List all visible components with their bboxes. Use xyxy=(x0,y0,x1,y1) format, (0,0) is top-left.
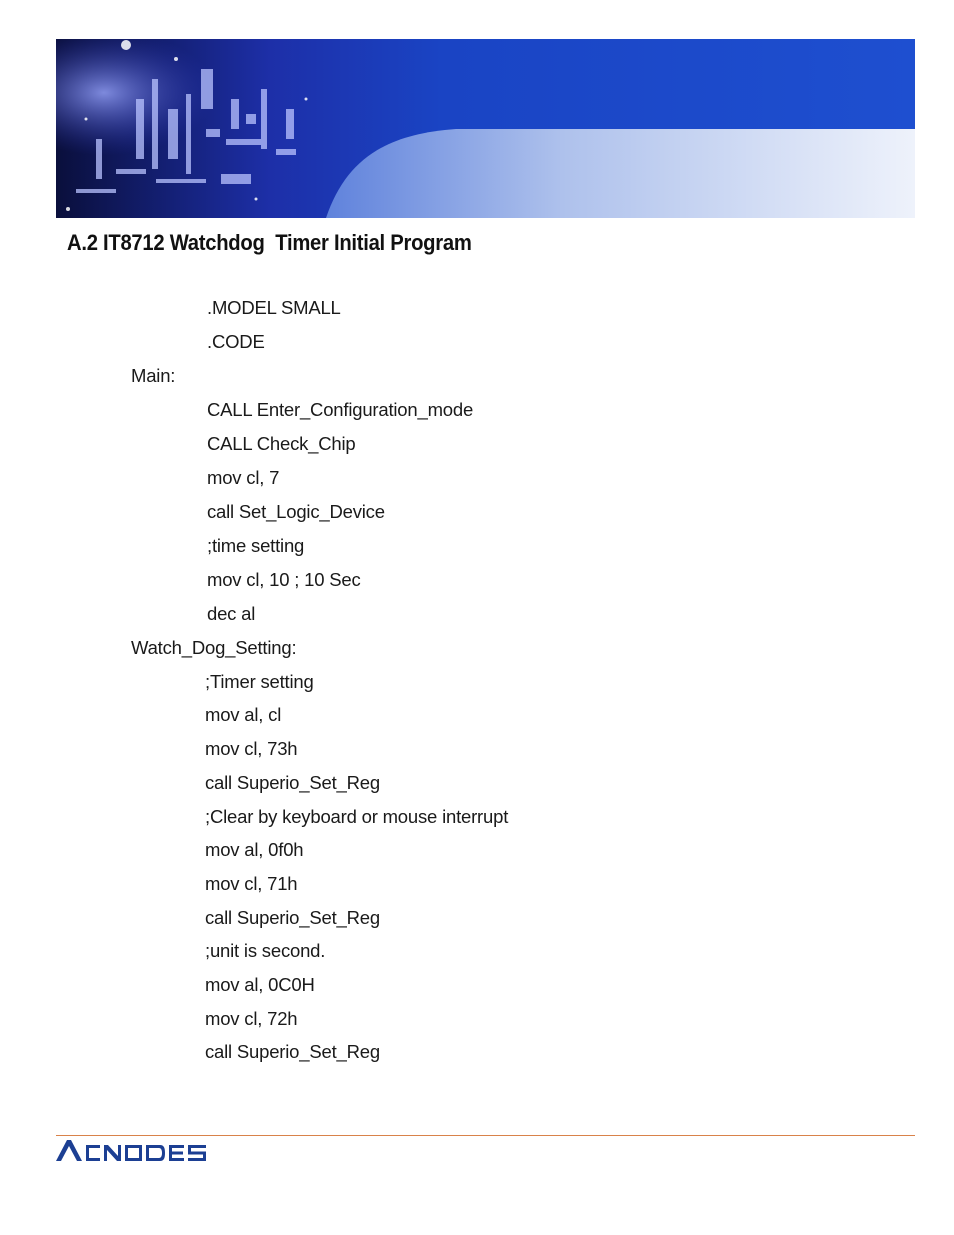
section-title: A.2 IT8712 Watchdog Timer Initial Program xyxy=(67,230,472,255)
code-line: ;unit is second. xyxy=(205,940,326,962)
code-line: call Superio_Set_Reg xyxy=(205,771,380,793)
code-line: call Superio_Set_Reg xyxy=(205,1041,380,1063)
code-line: .MODEL SMALL xyxy=(207,297,341,318)
code-line: ;time setting xyxy=(207,535,305,556)
footer-divider xyxy=(56,1135,915,1136)
header-banner xyxy=(56,39,915,218)
code-line: call Superio_Set_Reg xyxy=(205,906,380,928)
code-line: mov cl, 71h xyxy=(205,872,298,894)
acnodes-logo-icon xyxy=(56,1139,212,1163)
code-line: mov cl, 72h xyxy=(205,1007,298,1029)
acnodes-logo xyxy=(56,1139,212,1163)
code-line: mov cl, 73h xyxy=(205,738,298,760)
code-line: mov al, 0C0H xyxy=(205,974,315,995)
code-line: Main: xyxy=(131,365,176,386)
code-line: ;Clear by keyboard or mouse interrupt xyxy=(205,805,509,827)
code-line: mov cl, 10 ; 10 Sec xyxy=(207,569,361,590)
code-line: CALL Enter_Configuration_mode xyxy=(207,399,474,420)
code-line: dec al xyxy=(207,603,256,624)
code-line: ;Timer setting xyxy=(205,670,314,692)
code-line: mov cl, 7 xyxy=(207,467,280,488)
code-line: Watch_Dog_Setting: xyxy=(131,637,297,658)
code-line: CALL Check_Chip xyxy=(207,433,356,454)
code-line: call Set_Logic_Device xyxy=(207,501,385,522)
circuit-board-banner-image xyxy=(56,39,915,218)
code-line: .CODE xyxy=(207,331,265,352)
code-line: mov al, cl xyxy=(205,704,282,726)
code-line: mov al, 0f0h xyxy=(205,839,304,861)
